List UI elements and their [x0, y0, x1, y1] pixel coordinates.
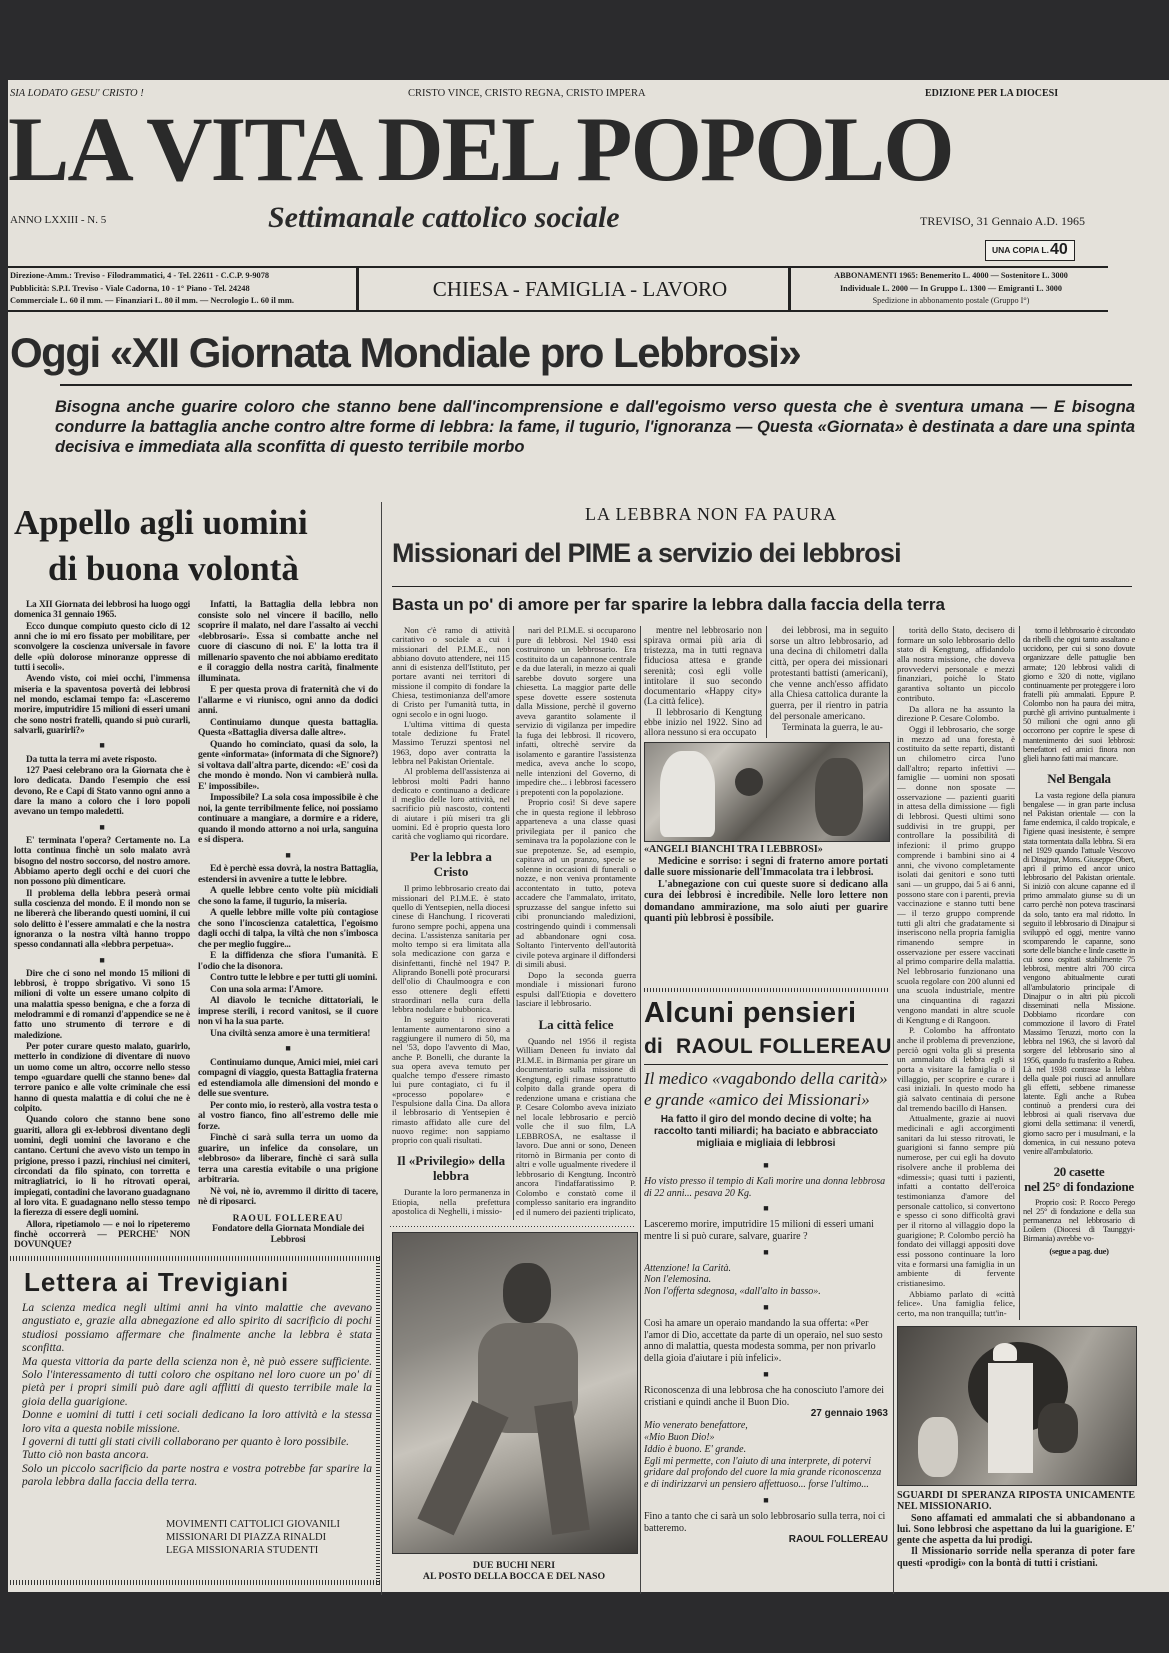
section-separator: ■	[99, 954, 105, 965]
paragraph: Quando coloro che stanno bene sono guariti, allora gli ex-lebbrosi diventano degli uomini, degli uomini che lavorano e che cantano. Certuni che avevo visto un tempo in prigione, presso i pazzi, rinchiusi nei cimiteri, circondati da filo spinato, con torretta e mitragliatrici, io li ho ritrovati operai, impiegati, contadini che lavorano guadagnano al loro vita. E guadagnano nello stesso tempo la fierezza di essere degli uomini.	[14, 1115, 190, 1219]
masthead-top-left: SIA LODATO GESU' CRISTO !	[10, 88, 144, 99]
pime-column-4	[770, 626, 888, 738]
paragraph: In seguito i ricoverati lentamente aumentarono sino a raggiungere il numero di 50, ma nel '53, dopo l'avvento di Mao, anche P. Bonelli, che durante la sua opera aveva temuto per qualche tempo d'essere rimasto lui pure contagiato, ci fu il «processo popolare» e l'espulsione dalla Cina. Da allora il lebbrosario di Yentsepien è rimasto affidato alle cure del nuovo regime: non sappiamo proprio con quali risultati.	[392, 1014, 510, 1146]
paragraph: Proprio così: P. Rocco Perego nel 25° di fondazione e della sua permanenza nel lebbrosario di Loilem (Diocesi di Taunggyi-Birmania) avrebbe vo-	[1023, 1196, 1135, 1244]
paragraph: Ecco dunque compiuto questo ciclo di 12 anni che io mi ero fissato per mobilitare, per sconvolgere la coscienza universale in favore delle «più dolorose minoranze oppresse di tutti i secoli».	[14, 621, 190, 673]
subscription-info: ABBONAMENTI 1965: Benemerito L. 4000 — Sostenitore L. 3000 Individuale L. 2000 — In Gruppo L. 1300 — Emigranti L. 3000 Spedizione in abbonamento postale (Gruppo I°)	[834, 271, 1068, 305]
motto: CHIESA - FAMIGLIA - LAVORO	[432, 277, 728, 301]
subheading: nel 25° di fondazione	[1024, 1178, 1134, 1194]
paragraph: Per conto mio, io resterò, alla vostra testa o al vostro fianco, fino all'estremo delle mie forze.	[198, 1099, 378, 1132]
pime-deck: Basta un po' di amore per far sparire la lebbra dalla faccia della terra	[392, 595, 945, 614]
pime-column-3	[644, 626, 762, 738]
paragraph: Al diavolo le tecniche dittatoriali, le imprese sterili, i record vanitosi, se il cuore non vi ha la sua parte.	[198, 995, 378, 1027]
newspaper-subtitle: Settimanale cattolico sociale	[268, 201, 620, 234]
masthead-top-center: CRISTO VINCE, CRISTO REGNA, CRISTO IMPERA	[408, 88, 646, 99]
paragraph: Dire che ci sono nel mondo 15 milioni di lebbrosi, è troppo sbrigativo. Vi sono 15 milioni di volte un essere umano colpito di una malattia spesso benigna, e che a forza di melodrammi e di romanzi d'appendice se ne è fatto uno strumento di terrore e di maledizione.	[14, 968, 190, 1041]
paragraph: Quando ho cominciato, quasi da solo, la gente «informata» (informata di che Signore?) si voltava dall'altra parte, dicendo: «E' così da che mondo è mondo. Non vi cambierà nulla. E' impossibile».	[198, 738, 378, 792]
appello-title-line2: di buona volontà	[48, 549, 299, 588]
section-separator: ■	[763, 1203, 769, 1214]
paragraph: Infatti, la Battaglia della lebbra non consiste solo nel vincere il bacillo, nello scoprire il malato, nel dare l'assalto ai vecchi «lebbrosari». Essa si combatte anche nel cuore di ciascuno di noi. E' la lotta tra il millenario spavento che noi abbiamo ereditato e il coraggio della nostra carità, finalmente illuminata.	[198, 600, 378, 684]
paragraph: torità dello Stato, decisero di formare un solo lebbrosario dello stato di Kengtung, affidandolo alla nostra missione, che doveva provvedervi personale e mezzi finanziari, poichè lo Stato garantiva soltanto un piccolo contributo.	[897, 626, 1015, 703]
paragraph: Avendo visto, coi miei occhi, l'immensa miseria e la spaventosa povertà dei lebbrosi nel mondo, esclamai tempo fa: «Lasceremo morire, imputridire 15 milioni di esseri umani che sono nostri fratelli, quando si può curarli, salvarli, guarirli?»	[14, 674, 190, 736]
paragraph: Abbiamo parlato di «città felice». Una famiglia felice, certo, ma non tranquilla; tutt'in-	[897, 1288, 1015, 1319]
issue-date: TREVISO, 31 Gennaio A.D. 1965	[920, 214, 1085, 228]
pensieri-title-name: RAOUL FOLLEREAU	[676, 1035, 892, 1058]
lettera-line: Solo un piccolo sacrificio da parte nostra e vostra potrebbe far sparire la parola lebbra dalla faccia della terra.	[22, 1462, 372, 1489]
paragraph: Oggi il lebbrosario, che sorge in mezzo ad una foresta, è costituito da sette reparti, distanti un chilometro circa l'uno dall'altro; reparto infettivi — famiglie — uomini non sposati — donne non sposate — osservazione — pazienti guariti in attesa della dimissione — figli di lebbrosi. Questi ultimi sono suddivisi in tre gruppi, per controllare la possibilità di infezioni: il primo gruppo comprende i bambini sino ai 4 anni, che vivono completamente isolati dai genitori e sono tutti sani — un gruppo, dai 5 ai 6 anni, possono stare con i parenti, previa vaccinazione e stanno tutti bene — il terzo gruppo comprende tutti gli altri che gradatamente si inseriscono nella propria famiglia rimanendo sempre in osservazione per essere vaccinati al primo comparire della malattia. Nel lebbrosario funzionano una scuola regolare con 200 alunni ed una scuola industriale, mentre una cinquantina di ragazzi vengono mandati in altre scuole di Kengtung e di Rangoon.	[897, 723, 1015, 1025]
paragraph: Terminata la guerra, le au-	[782, 722, 883, 734]
lettera-title: Lettera ai Trevigiani	[24, 1267, 290, 1297]
headline-deck: Bisogna anche guarire coloro che stanno bene dall'incomprensione e dall'egoismo verso questa che è sventura umana — E bisogna condurre la battaglia anche contro altre forme di lebbra: la fame, il tugurio, l'ignoranza — Questa «Giornata» è destinata a dare una spinta decisiva e immediata alla sconfitta di questo terribile morbo	[55, 398, 1135, 456]
paragraph: La vasta regione della pianura bengalese — in gran parte inclusa nel Pakistan orientale — con la fame endemica, il caldo tropicale, e l'igiene quasi inesistente, è sempre stata tormentata dalla lebbra. Si era nel 1929 quando l'attuale Vescovo di Dinajpur, Mons. Giuseppe Obert, aprì il primo ed ancor unico lebbrosario del Pakistan orientale. Si iniziò con alcune capanne ed il primo ammalato giunse su di un carro perchè non poteva trascinarsi da solo, tanto era mal ridotto. In seguito il lebbrosario di Dinajpur si sviluppò ed oggi, mentre vanno scomparendo le capanne, sono sorte delle bianche e linde casette in cui sono ospitati stabilmente 75 lebbrosi, mentre altri 700 circa vengono abitualmente curati all'ambulatorio principale di Dinajpur o in altri più piccoli disseminati nella Missione. Dobbiamo ricordare con commozione il lavoro di Fratel Massimo Teruzzi, morto con la lebbra nel 1963, che si lavorò dal sorgere del lebbrosario sino al 1956, quando fu trasferito a Rubea. Là nel 1938 contrasse la lebbra della quale poi riuscì ad annullare gli effetti, sebbene rimanesse latente. Egli anche a Rubea continuò a prendersi cura dei lebbrosi ai quali riservava due giorni della settimana: il venerdì, giorno sacro per i musulmani, e la domenica, in cui nessuno poteva venire all'ambulatorio.	[1023, 789, 1135, 1156]
paragraph: A quelle lebbre mille volte più contagiose che sono l'incoscienza catalettica, l'egoismo dagli occhi di talpa, la viltà che non s'imbosca che per meglio fuggire...	[198, 907, 378, 950]
paragraph: Durante la loro permanenza in Etiopia, nella prefettura apostolica di Neghelli, i missio-	[392, 1187, 510, 1216]
pensieri-lead: Ha fatto il giro del mondo decine di volte; ha raccolto tanti miliardi; ha baciato e abbracciato migliaia e migliaia di lebbrosi	[654, 1114, 878, 1149]
appello-column-2	[198, 600, 378, 1252]
photo3-caption: SGUARDI DI SPERANZA RIPOSTA UNICAMENTE NEL MISSIONARIO. Sono affamati ed ammalati che si abbandonano a lui. Sono lebbrosi che aspettano da lui la guarigione. E' gente che aspetta da lui prodigi. Il Missionario sorride nella speranza di poter fare questi «prodigi» con la bontà di tutti i cristiani.	[897, 1490, 1135, 1569]
lettera-line: I governi di tutti gli stati civili collaborano per quanto è loro possibile.	[22, 1436, 349, 1449]
lettera-line: Tutto ciò non basta ancora.	[22, 1449, 149, 1462]
subheading: La città felice	[538, 1016, 614, 1032]
paragraph: Così ha amare un operaio mandando la sua offerta: «Per l'amor di Dio, accettate da parte di un operaio, nel suo sesto anno di malattia, questa modesta somma, per non privarlo della gioia d'aiutare i più infelici».	[644, 1317, 883, 1365]
subheading: Nel Bengala	[1047, 770, 1111, 786]
subheading: 20 casette	[1053, 1163, 1105, 1179]
paragraph: E' terminata l'opera? Certamente no. La lotta continua finchè un solo malato avrà bisogno del nostro soccorso, del nostro amore. Abbiamo aperto degli occhi e dei cuori che non possono più dimenticare.	[14, 835, 190, 888]
paragraph: Ed è perchè essa dovrà, la nostra Battaglia, estendersi in avvenire a tutte le lebbre.	[198, 863, 378, 885]
paragraph: Contro tutte le lebbre e per tutti gli uomini.	[210, 972, 378, 983]
section-separator: ■	[763, 1368, 769, 1379]
paragraph: L'ultima vittima di questa totale dedizione fu Fratel Massimo Teruzzi spentosi nel 1963, dopo aver contratta la lebbra nel Pakistan Orientale.	[392, 718, 510, 766]
continued-note: (segue a pag. due)	[1049, 1245, 1109, 1256]
paragraph: Impossibile? La sola cosa impossibile è che noi, la gente terribilmente felice, noi possiamo continuare a mangiare, a dormire e a ridere, quando il mondo attorno a noi urla, sanguina e si dispera.	[198, 792, 378, 845]
paragraph: Il primo lebbrosario creato dai missionari del P.I.M.E. è stato quello di Yentsepien, nella diocesi cinese di Hanchung. I ricoverati furono sempre pochi, appena una decina. L'assistenza sanitaria per molto tempo si era limitata alla sola medicazione con garza e disinfettanti, finchè nel 1947 P. Aliprando Bonelli potè procurarsi dell'olio di Chaulmoogra e con esso ottenere degli effetti straordinari nella cura della lebbra nodulare e bubbonica.	[392, 883, 510, 1015]
appello-title-line1: Appello agli uomini	[14, 503, 308, 542]
paragraph: E per questa prova di fraternità che vi do l'allarme e vi riunisco, ogni anno da dodici anni.	[198, 684, 378, 716]
section-separator: ■	[763, 1246, 769, 1257]
paragraph: Non c'è ramo di attività caritativo o sociale a cui i missionari del P.I.M.E., non abbiano dovuto attendere, nei 115 anni di esistenza dell'Istituto, per portare avanti nei territori di missione il compito di fondare la Chiesa, testimonianza dell'amore di Cristo per l'umanità tutta, in ogni secolo e in ogni luogo.	[392, 626, 510, 719]
paragraph: Non l'offerta sdegnosa, «dall'alto in basso».	[644, 1286, 821, 1298]
paragraph: Riconoscenza di una lebbrosa che ha conosciuto l'amore dei cristiani e quindi anche il Buon Dio.	[644, 1384, 885, 1408]
paragraph: Non l'elemosina.	[644, 1274, 712, 1286]
letter-date: 27 gennaio 1963	[810, 1408, 888, 1420]
paragraph: Quando nel 1956 il regista William Deneen fu inviato dal P.I.M.E. in Birmania per girare un documentario sulla missione di Kengtung, egli rimase soprattutto colpito dalla grande opera di redenzione umana e cristiana che P. Cesare Colombo aveva iniziato nel locale lebbrosario e perciò volle che il suo film, LA LEBBROSA, ne esaltasse il lavoro. Due anni or sono, Deneen ritornò in Birmania per conto di altri e volle ugualmente rivedere il lebbrosario di Kengtung. Incontrò ancora l'indaffaratissimo P. Colombo e constatò come il complesso sanitario era ingrandito ed il numero dei pazienti triplicato,	[516, 1035, 636, 1217]
paragraph: Da tutta la terra mi avete risposto.	[26, 754, 157, 765]
price-label: UNA COPIA L.	[992, 245, 1049, 255]
photo-missionary	[897, 1326, 1137, 1486]
paragraph: Con una sola arma: l'Amore.	[210, 983, 323, 995]
paragraph: Proprio così! Si deve sapere che in questa regione il lebbroso apparteneva a una classe quasi privilegiata per il panico che seminava tra la popolazione con le sue prepotenze. Se, ad esempio, capitava ad un pranzo, specie se solenne in occasioni di funerali o nozze, e non veniva prontamente accontentato in tutto, poteva accadere che l'ammalato, irritato, spruzzasse del sangue infetto sui cibi pronunciando maledizioni, costringendo quindi i commensali ad abbandonare ogni cosa. Soltanto l'intervento dell'autorità civile poteva arginare il diffondersi di simili abusi.	[516, 797, 636, 970]
paragraph: P. Colombo ha affrontato anche il problema di prevenzione, perciò ogni volta gli si presenta un ammalato di lebbra egli si porta a visitare la famiglia o il villaggio, per scoprire e curare i casi iniziali. In questo modo ha già salvato centinaia di persone dal tremendo bacillo di Hansen.	[897, 1025, 1015, 1113]
section-separator: ■	[285, 849, 291, 860]
section-separator: ■	[763, 1301, 769, 1312]
paragraph: Nè voi, nè io, avremmo il diritto di tacere, nè di riposarci.	[198, 1185, 378, 1207]
paragraph: «Mio Buon Dio!»	[644, 1431, 715, 1443]
section-separator: ■	[763, 1494, 769, 1505]
paragraph: Al problema dell'assistenza ai lebbrosi molti Padri hanno dedicato e continuano a dedicare il meglio delle loro attività, nel sacrificio più nascosto, contenti di aiutare i più miseri tra gli uomini. Ed è proprio questa loro carità che vogliamo qui ricordare.	[392, 766, 510, 842]
photo2-caption: DUE BUCHI NERI AL POSTO DELLA BOCCA E DEL NASO	[422, 1560, 606, 1582]
subheading: Per la lebbra a Cristo	[410, 849, 492, 880]
pensieri-title: Alcuni pensieri	[644, 997, 857, 1029]
section-separator: ■	[285, 1043, 291, 1053]
pime-column-1	[392, 626, 510, 1220]
appello-signature-role: Fondatore della Giornata Mondiale dei Lebbrosi	[211, 1223, 365, 1245]
pime-column-5	[897, 626, 1015, 1320]
paragraph: torno il lebbrosario è circondato da ribelli che ogni tanto assaltano e uccidono, per cui si sono dovute organizzare delle pattuglie ben armate; 120 lebbrosi validi di giorno e 320 di notte, vigilano continuamente per proteggere i loro fratelli più ammalati. Eppure P. Colombo non ha paura dei mitra, purchè gli arrivino puntualmente i 50 milioni che ogni anno gli occorrono per coprire le spese di mantenimento dei suoi lebbrosi: benefattori ed amici finora non glieli hanno fatti mai mancare.	[1023, 626, 1135, 763]
paragraph: Continuiamo dunque questa battaglia. Questa «Battaglia diversa dalle altre».	[198, 716, 378, 738]
lettera-line: Donne e uomini di tutti i ceti sociali dedicano la loro attività e la stessa loro vita a questa nobile missione.	[22, 1409, 372, 1435]
pime-column-2	[516, 626, 636, 1220]
lettera-body	[22, 1302, 372, 1514]
paragraph: Dopo la seconda guerra mondiale i missionari furono espulsi dall'Etiopia e dovettero lasciare il lebbrosario.	[516, 969, 636, 1009]
paragraph: E la diffidenza che sfiora l'umanità. E l'odio che la disonora.	[198, 950, 378, 972]
pensieri-title-prefix: di	[644, 1035, 663, 1058]
paragraph: Attenzione! la Carità.	[644, 1262, 731, 1274]
admin-info: Direzione-Amm.: Treviso - Filodrammatici, 4 - Tel. 22611 - C.C.P. 9-9078 Pubblicità: S.P.I. Treviso - Viale Cadorna, 10 - 1° Piano - Tel. 24248 Commerciale L. 60 il mm. — Finanziari L. 80 il mm. — Necrologio L. 60 il mm.	[10, 271, 294, 305]
section-separator: ■	[99, 821, 105, 832]
subheading: Il «Privilegio» della lebbra	[396, 1153, 506, 1184]
paragraph: Il lebbrosario di Kengtung ebbe inizio nel 1922. Sino ad allora nessuno si era occupato	[644, 708, 762, 738]
newspaper-title: LA VITA DEL POPOLO	[8, 98, 953, 200]
pime-title: Missionari del PIME a servizio dei lebbrosi	[392, 538, 901, 568]
paragraph: mentre nel lebbrosario non spirava ormai più aria di tristezza, ma in tutti regnava fiduciosa attesa e grande serenità; così egli volle intitolare il suo secondo documentario «Happy city» (La città felice).	[644, 626, 762, 707]
appello-column-1	[14, 600, 190, 1252]
lettera-line: La scienza medica negli ultimi anni ha vinto malattie che avevano angustiato e, grazie alla abnegazione ed allo spirito di sacrificio di pochi studiosi possiamo affermare che finalmente anche la lebbra è stata sconfitta.	[22, 1302, 372, 1355]
pensieri-signature: RAOUL FOLLEREAU	[788, 1534, 888, 1546]
paragraph: Fino a tanto che ci sarà un solo lebbrosario sulla terra, noi ci batteremo.	[644, 1510, 886, 1534]
paragraph: Egli mi permette, con l'aiuto di una interprete, di potervi gridare dal profondo del cuore la mia grande riconoscenza e di indirizzarvi un pensiero affettuoso... forse l'ultimo...	[644, 1455, 882, 1491]
paragraph: 127 Paesi celebrano ora la Giornata che è loro dedicata. Dando l'esempio che essi devono, Re e Capi di Stato vanno ogni anno a dare la mano a coloro che i loro popoli avevano un tempo maledetti.	[14, 765, 190, 818]
pensieri-subtitle: Il medico «vagabondo della carità» e grande «amico dei Missionari»	[644, 1069, 888, 1109]
paragraph: Attualmente, grazie ai nuovi medicinali e agli accorgimenti sanitari da lui stesso ritrovati, le guarigioni si fanno sempre più numerose, per cui egli ha dovuto risolvere anche il problema dei «dimessi»; quasi tutti i pazienti, infatti a contatto dell'eroica testimonianza d'amore del personale cattolico, si convertono e spesso ci sono difficoltà gravi per il ritorno al villaggio dopo la guarigione; P. Colombo perciò ha fondato dei villaggi appositi dove essi possono continuare la loro vita e formarsi una famiglia in un ambiente di fervente cristianesimo.	[897, 1113, 1015, 1289]
paragraph: Ho visto presso il tempio di Kalì morire una donna lebbrosa di 22 anni... pesava 20 Kg.	[644, 1175, 886, 1199]
paragraph: Una civiltà senza amore è una termitiera!	[210, 1027, 371, 1039]
paragraph: A quelle lebbre cento volte più micidiali che sono la fame, il tugurio, la miseria.	[198, 885, 378, 907]
main-headline: Oggi «XII Giornata Mondiale pro Lebbrosi»	[10, 329, 801, 376]
appello-signature: RAOUL FOLLEREAU	[232, 1212, 344, 1224]
paragraph: Lasceremo morire, imputridire 15 milioni di esseri umani mentre li si può curare, salvare, guarire ?	[644, 1219, 874, 1242]
paragraph: Iddio è buono. E' grande.	[644, 1443, 747, 1455]
paragraph: Il problema della lebbra peserà ormai sulla coscienza del mondo. E il mondo non se ne libererà che liberando questi uomini, il cui solo delitto è l'essere ammalati e che la nostra ignoranza o la nostra viltà hanno troppo spesso condannati alla «lebbra perpetua».	[14, 888, 190, 951]
photo-nuns-with-lepers	[644, 742, 890, 842]
paragraph: dei lebbrosi, ma in seguito sorse un altro lebbrosario, ad una decina di chilometri dalla città, per opera dei missionari protestanti battisti (americani), che venne anch'esso affidato alla Chiesa cattolica durante la guerra, per il rientro in patria del personale americano.	[770, 626, 888, 722]
paragraph: Finchè ci sarà sulla terra un uomo da guarire, un infelice da consolare, un «lebbroso» da liberare, finchè ci sarà sulla terra una carestia evitabile o una prigione arbitraria.	[198, 1132, 378, 1185]
paragraph: La XII Giornata dei lebbrosi ha luogo oggi domenica 31 gennaio 1965.	[14, 600, 190, 621]
price-value: 40	[1050, 241, 1068, 258]
lettera-line: Ma questa vittoria da parte della scienza non è, nè può essere sufficiente. Solo l'interessamento di tutti coloro che ospitano nel loro cuore un po' di pietà per i propri simili può dare agli afflitti di questo terribile male la gioia della guarigione.	[22, 1355, 372, 1408]
section-separator: ■	[99, 740, 105, 751]
lettera-signatures: MOVIMENTI CATTOLICI GIOVANILI MISSIONARI DI PIAZZA RINALDI LEGA MISSIONARIA STUDENTI	[166, 1519, 341, 1556]
pime-kicker: LA LEBBRA NON FA PAURA	[585, 504, 838, 524]
photo-leper-child	[392, 1232, 638, 1554]
section-separator: ■	[763, 1160, 769, 1170]
paragraph: Mio venerato benefattore,	[644, 1420, 748, 1432]
price-box	[985, 240, 1075, 261]
paragraph: Continuiamo dunque, Amici miei, miei cari compagni di viaggio, questa Battaglia fraterna ed estendiamola alle dimensioni del mondo e delle sue sventure.	[198, 1056, 378, 1099]
pensieri-body	[644, 1156, 888, 1594]
paragraph: Allora, ripetiamolo — e noi lo ripeteremo finchè occorrerà — PERCHE' NON DOVUNQUE?	[14, 1219, 190, 1251]
paragraph: Per poter curare questo malato, guarirlo, metterlo in condizione di diventare di nuovo un uomo come un altro, occorre nello stesso tempo «guardare quelli che stanno bene» dal terrore panico e alle volte criminale che essi hanno di questa malattia e di colui che ne è colpito.	[14, 1042, 190, 1115]
masthead-top-right: EDIZIONE PER LA DIOCESI	[925, 88, 1059, 99]
photo1-caption: «ANGELI BIANCHI TRA I LEBBROSI» Medicine e sorriso: i segni di fraterno amore portati dalle suore missionarie dell'Immacolata tra i lebbrosi. L'abnegazione con cui queste suore si dedicano alla cura dei lebbrosi è incredibile. Nelle loro lettere non domandano ammirazione, ma solo aiuti per guarire quanti più lebbrosi è possibile.	[644, 844, 888, 924]
paragraph: nari del P.I.M.E. si occuparono pure di lebbrosi. Nel 1940 essi costruirono un lebbrosario. Era costituito da un capannone centrale e da due laterali, in mezzo ai quali sarebbe dovuto sorgere una chiesetta. La maggior parte delle spese dovette essere sostenuta dalla Missione, perchè il governo aveva garantito solamente il servizio di vigilanza per impedire la fuga dei lebbrosi. Il ricovero, infatti, oltrechè servire da isolamento e garantire l'assistenza medica, aveva anche lo scopo, nelle intenzioni del Governo, di impedire che... i lebbrosi facessero i prepotenti con la popolazione.	[516, 626, 636, 797]
issue-number: ANNO LXXIII - N. 5	[10, 214, 107, 226]
paragraph: Da allora ne ha assunto la direzione P. Cesare Colombo.	[897, 703, 1015, 724]
pime-column-6	[1023, 626, 1135, 1320]
